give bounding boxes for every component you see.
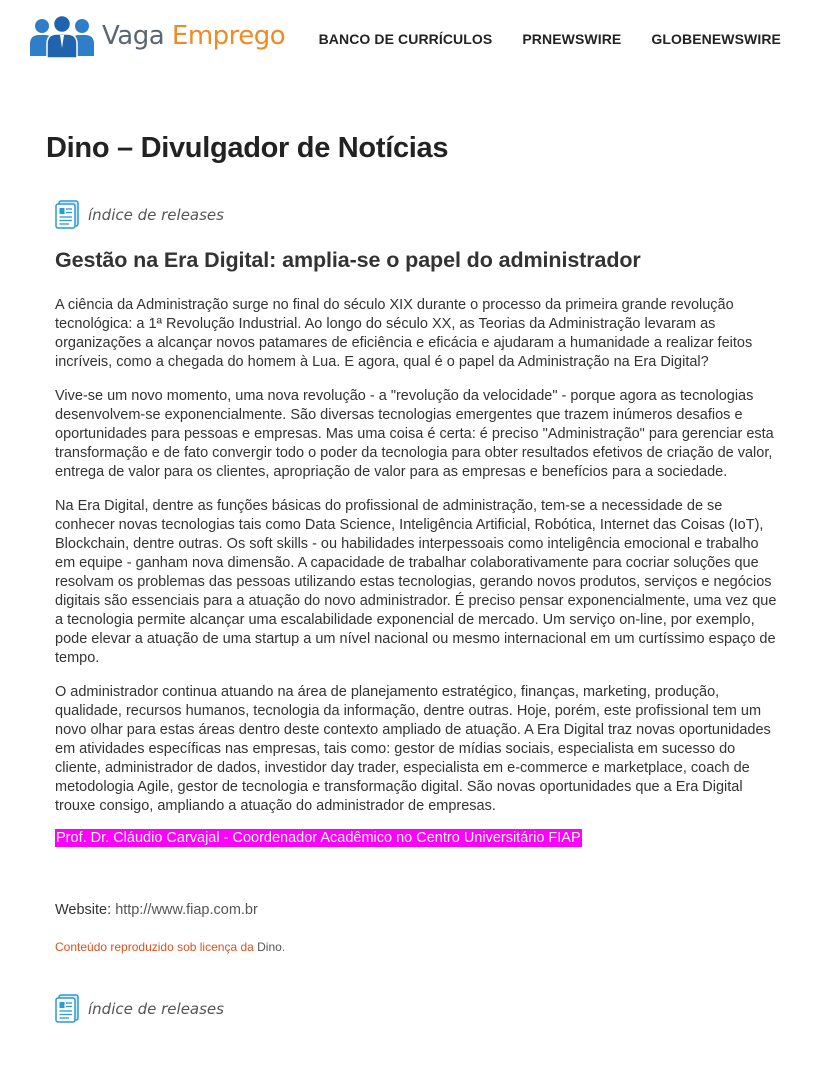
website-line [55,902,258,918]
document-icon [55,994,80,1023]
article-paragraph: O administrador continua atuando na área de planejamento estratégico, finanças, marketing, produção, qualidade, recursos humanos, tecnologia da informação, dentre outras. Hoje, porém, este profissional tem um novo olhar para estas áreas dentro deste contexto ampliado de atuação. A Era Digital traz novas oportunidades em atividades específicas nas empresas, tais como: gestor de mídias sociais, especialista em sucesso do cliente, administrador de dados, investidor day trader, especialista em e-commerce e marketplace, coach de metodologia Agile, gestor de tecnologia e transformação digital. São novas oportunidades que a Era Digital trouxe consigo, ampliando a atuação do administrador de empresas. [55,684,771,814]
nav-banco-de-curriculos[interactable]: BANCO DE CURRÍCULOS [318,31,493,47]
people-logo-icon [30,14,94,58]
releases-index-label: índice de releases [88,205,224,224]
license-text: Conteúdo reproduzido sob licença da [55,940,258,954]
releases-index-link-bottom[interactable] [55,994,224,1023]
logo-word-vaga: Vaga [102,21,165,51]
main-nav [319,31,781,47]
author-credit: Prof. Dr. Cláudio Carvajal - Coordenador Acadêmico no Centro Universitário FIAP [56,830,581,846]
article [55,248,781,831]
license-dino-link[interactable]: Dino [257,940,282,954]
article-paragraph: A ciência da Administração surge no final do século XIX durante o processo da primeira grande revolução tecnológica: a 1ª Revolução Industrial. Ao longo do século XX, as Teorias da Administração levaram as organizações a alcançar novos patamares de eficiência e eficácia e ajudaram a humanidade a realizar feitos incríveis, como a chegada do homem à Lua. E agora, qual é o papel da Administração na Era Digital? [55,297,753,370]
nav-globenewswire[interactable]: GLOBENEWSWIRE [651,31,781,47]
license-end: . [281,940,286,954]
releases-index-link-top[interactable] [55,200,224,229]
logo-wordmark [102,23,285,49]
article-title: Gestão na Era Digital: amplia-se o papel do administrador [55,248,641,272]
site-logo[interactable] [30,14,285,58]
releases-index-label: índice de releases [88,999,224,1018]
site-header [0,0,830,80]
website-label: Website: [55,902,116,918]
article-paragraph: Vive-se um novo momento, uma nova revolução - a "revolução da velocidade" - porque agora as tecnologias desenvolvem-se exponencialmente. São diversas tecnologias emergentes que trazem inúmeros desafios e oportunidades para pessoas e empresas. Mas uma coisa é certa: é preciso "Administração" para gerenciar esta transformação e de fato convergir todo o poder da tecnologia para obter resultados efetivos de criação de valor, entrega de valor para os clientes, apropriação de valor para as empresas e benefícios para a sociedade. [55,388,774,480]
page-title: Dino – Divulgador de Notícias [46,132,449,164]
nav-prnewswire[interactable]: PRNEWSWIRE [522,31,622,47]
article-paragraph: Na Era Digital, dentre as funções básicas do profissional de administração, tem-se a necessidade de se conhecer novas tecnologias tais como Data Science, Inteligência Artificial, Robótica, Internet das Coisas (IoT), Blockchain, dentre outras. Os soft skills - ou habilidades interpessoais como inteligência emocional e trabalho em equipe - ganham nova dimensão. A capacidade de trabalhar colaborativamente para cocriar soluções que resolvam os problemas das pessoas utilizando estas tecnologias, gerando novos produtos, serviços e negócios digitais são essenciais para a atuação do novo administrador. É preciso pensar exponencialmente, uma vez que a tecnologia permite alcançar uma escalabilidade exponencial de mercado. Um serviço on-line, por exemplo, pode elevar a atuação de uma startup a um nível nacional ou mesmo internacional em um curtíssimo espaço de tempo. [55,498,777,666]
website-link[interactable]: http://www.fiap.com.br [115,902,258,918]
license-note [55,940,285,954]
logo-word-emprego: Emprego [171,21,286,51]
document-icon [55,200,80,229]
